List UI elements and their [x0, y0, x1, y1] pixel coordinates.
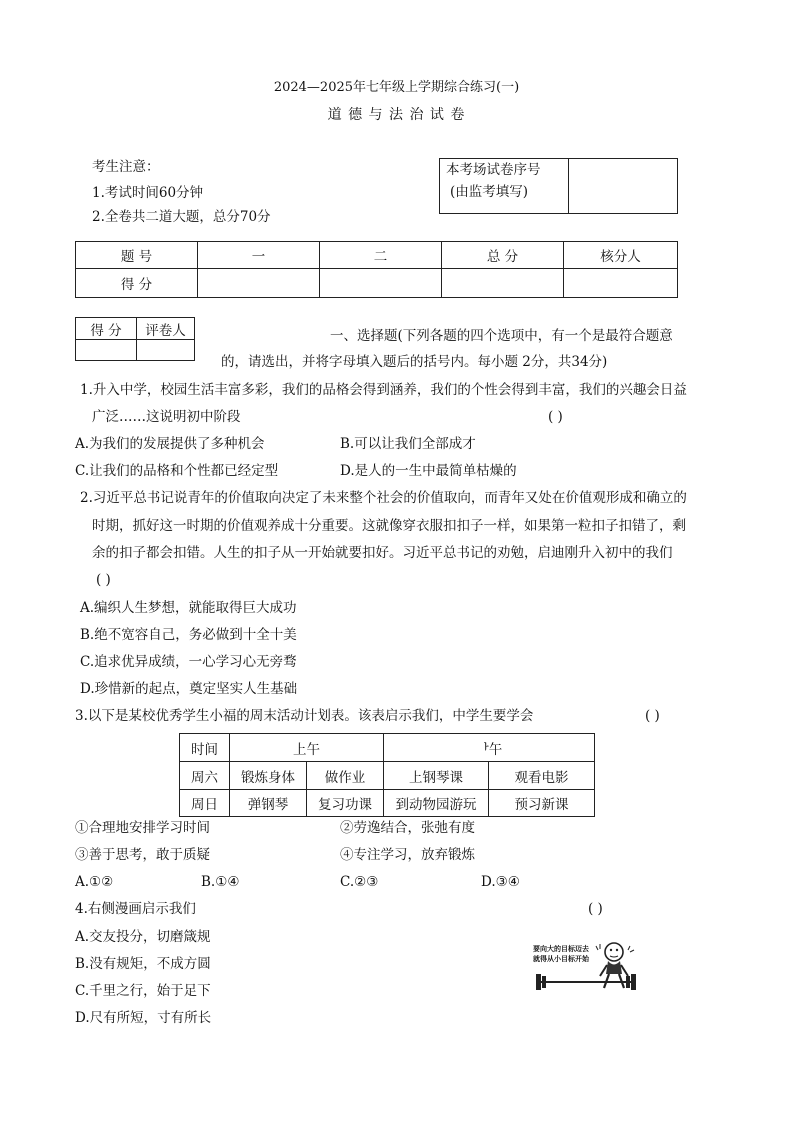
- plan-sun-pm-1: 到动物园游玩: [384, 790, 489, 817]
- cartoon-illustration: [530, 938, 642, 996]
- cartoon-caption-2: 就得从小目标开始: [533, 954, 589, 963]
- score-header-number: 题 号: [76, 242, 198, 269]
- score-cell-one[interactable]: [198, 269, 320, 298]
- q4-answer-bracket[interactable]: ( ): [588, 901, 603, 917]
- cartoon-caption-1: 要向大的目标迈去: [533, 944, 589, 953]
- plan-header-am: 上午: [230, 734, 384, 762]
- q2-stem-1: 2.习近平总书记说青年的价值取向决定了未来整个社会的价值取向，而青年又处在价值观形成和确立的: [80, 490, 687, 506]
- q3-option-d: D.③④: [481, 874, 520, 890]
- q2-option-c: C.追求优异成绩，一心学习心无旁骛: [80, 654, 297, 670]
- score-header-one: 一: [198, 242, 320, 269]
- q3-option-b: B.①④: [201, 874, 240, 890]
- plan-header-time: 时间: [180, 734, 230, 762]
- q2-stem-2: 时期，抓好这一时期的价值观养成十分重要。这就像穿衣服扣扣子一样，如果第一粒扣子扣错了，剩: [92, 518, 686, 534]
- seat-number-label-1: 本考场试卷序号: [446, 162, 541, 178]
- plan-sat-pm-1: 上钢琴课: [384, 762, 489, 790]
- q2-option-a: A.编织人生梦想，就能取得巨大成功: [80, 600, 297, 616]
- score-cell-checker[interactable]: [564, 269, 678, 298]
- q3-statement-2: ②劳逸结合，张弛有度: [340, 820, 475, 836]
- q4-option-c: C.千里之行，始于足下: [75, 983, 211, 999]
- weekend-plan-table: [179, 733, 595, 817]
- score-header-total: 总 分: [442, 242, 564, 269]
- section1-line-2: 的，请选出，并将字母填入题后的括号内。每小题 2分，共34分): [221, 354, 608, 370]
- plan-sun-am-2: 复习功课: [307, 790, 384, 817]
- plan-sun-am-1: 弹钢琴: [230, 790, 307, 817]
- notice-title: 考生注意：: [92, 159, 160, 175]
- score-header-two: 二: [320, 242, 442, 269]
- score-cell-two[interactable]: [320, 269, 442, 298]
- seat-number-field[interactable]: [569, 159, 678, 214]
- grader-box: [75, 317, 195, 361]
- q1-option-c: C.让我们的品格和个性都已经定型: [75, 463, 279, 479]
- q4-option-b: B.没有规矩，不成方圆: [75, 956, 211, 972]
- plan-day-sun: 周日: [180, 790, 230, 817]
- q4-option-a: A.交友投分，切磨箴规: [75, 929, 211, 945]
- q3-stem: 3.以下是某校优秀学生小福的周末活动计划表。该表启示我们，中学生要学会: [75, 708, 534, 724]
- q2-answer-bracket[interactable]: ( ): [96, 572, 111, 588]
- notice-line-1: 1.考试时间60分钟: [92, 185, 204, 201]
- score-header-checker: 核分人: [564, 242, 678, 269]
- q2-option-d: D.珍惜新的起点，奠定坚实人生基础: [80, 681, 298, 697]
- plan-sun-pm-2: 预习新课: [489, 790, 595, 817]
- q4-stem: 4.右侧漫画启示我们: [75, 901, 196, 917]
- exam-title: 2024—2025年七年级上学期综合练习(一): [273, 80, 520, 95]
- q4-option-d: D.尺有所短，寸有所长: [75, 1010, 212, 1026]
- q3-statement-1: ①合理地安排学习时间: [75, 820, 210, 836]
- plan-sat-am-1: 锻炼身体: [230, 762, 307, 790]
- q1-answer-bracket[interactable]: ( ): [548, 409, 563, 425]
- seat-number-label: [440, 159, 569, 214]
- notice-line-2: 2.全卷共二道大题，总分70分: [92, 209, 271, 225]
- grader-name-cell[interactable]: [137, 340, 195, 361]
- seat-number-label-2: (由监考填写): [450, 184, 529, 200]
- q1-option-b: B.可以让我们全部成才: [340, 436, 476, 452]
- grader-name-label: 评卷人: [137, 318, 195, 340]
- q3-answer-bracket[interactable]: ( ): [645, 708, 660, 724]
- q1-option-a: A.为我们的发展提供了多种机会: [75, 436, 265, 452]
- seat-number-box: [439, 158, 678, 214]
- plan-day-sat: 周六: [180, 762, 230, 790]
- q1-stem-2: 广泛……这说明初中阶段: [92, 409, 241, 425]
- cartoon-weightlifter-icon: [530, 938, 642, 996]
- q3-statement-4: ④专注学习，放弃锻炼: [340, 847, 475, 863]
- plan-sat-am-2: 做作业: [307, 762, 384, 790]
- q3-option-c: C.②③: [340, 874, 379, 890]
- plan-sat-pm-2: 观看电影: [489, 762, 595, 790]
- score-table: [75, 241, 678, 298]
- score-row-label: 得 分: [76, 269, 198, 298]
- q3-statement-3: ③善于思考，敢于质疑: [75, 847, 210, 863]
- exam-subtitle: 道 德 与 法 治 试 卷: [327, 107, 466, 123]
- q3-option-a: A.①②: [75, 874, 114, 890]
- section1-line-1: 一、选择题(下列各题的四个选项中，有一个是最符合题意: [330, 328, 673, 344]
- q1-stem-1: 1.升入中学，校园生活丰富多彩，我们的品格会得到涵养，我们的个性会得到丰富，我们的兴趣会日益: [80, 382, 687, 398]
- q1-option-d: D.是人的一生中最简单枯燥的: [340, 463, 517, 479]
- grader-score-cell[interactable]: [76, 340, 137, 361]
- q2-option-b: B.绝不宽容自己，务必做到十全十美: [80, 627, 297, 643]
- score-cell-total[interactable]: [442, 269, 564, 298]
- plan-header-pm: ᅡ午: [384, 734, 595, 762]
- q2-stem-3: 余的扣子都会扣错。人生的扣子从一开始就要扣好。习近平总书记的劝勉，启迪刚升入初中的我们: [92, 545, 673, 561]
- grader-score-label: 得 分: [76, 318, 137, 340]
